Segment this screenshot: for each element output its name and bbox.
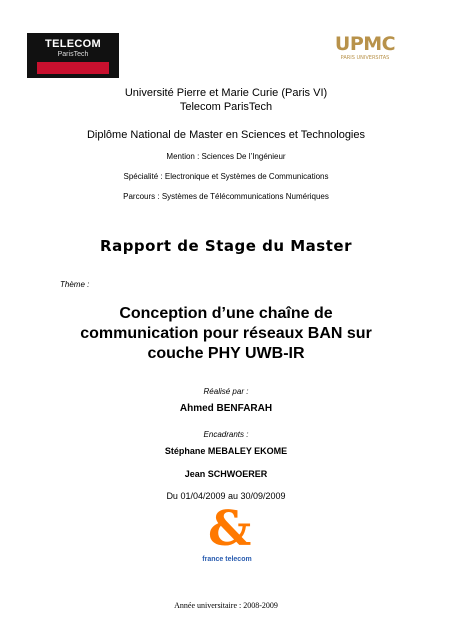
degree-mention: Mention : Sciences De l’Ingénieur [166, 152, 286, 161]
academic-year: Année universitaire : 2008-2009 [174, 601, 278, 610]
internship-dates: Du 01/04/2009 au 30/09/2009 [166, 491, 286, 501]
supervisor-1: Stéphane MEBALEY EKOME [164, 446, 288, 456]
subject-line-3: couche PHY UWB-IR [147, 345, 305, 362]
supervisor-2: Jean SCHWOERER [184, 469, 268, 479]
ampersand-icon: & [208, 501, 252, 557]
upmc-logo-text: UPMC [334, 33, 396, 55]
author-name: Ahmed BENFARAH [179, 403, 273, 414]
france-telecom-logo-text: france telecom [202, 556, 252, 563]
report-title: Rapport de Stage du Master [100, 237, 352, 255]
degree-title: Diplôme National de Master en Sciences et Technologies [86, 129, 365, 141]
telecom-logo-red-band [37, 62, 109, 74]
theme-label: Thème : [60, 280, 90, 289]
upmc-logo [333, 33, 397, 67]
school-name: Telecom ParisTech [179, 101, 273, 113]
france-telecom-logo [200, 501, 254, 568]
degree-parcours: Parcours : Systèmes de Télécommunications Numériques [123, 192, 329, 201]
telecom-paristech-logo [27, 33, 119, 78]
supervisors-label: Encadrants : [203, 430, 249, 439]
paristech-logo-text: ParisTech [57, 51, 89, 58]
telecom-logo-text: TELECOM [45, 38, 101, 50]
upmc-logo-subtext: PARIS UNIVERSITAS [340, 55, 390, 61]
subject-line-1: Conception d’une chaîne de [119, 305, 333, 322]
subject-line-2: communication pour réseaux BAN sur [80, 325, 372, 342]
degree-specialite: Spécialité : Electronique et Systèmes de Communications [123, 172, 329, 181]
author-label: Réalisé par : [203, 387, 249, 396]
university-name: Université Pierre et Marie Curie (Paris VI) [124, 87, 328, 99]
